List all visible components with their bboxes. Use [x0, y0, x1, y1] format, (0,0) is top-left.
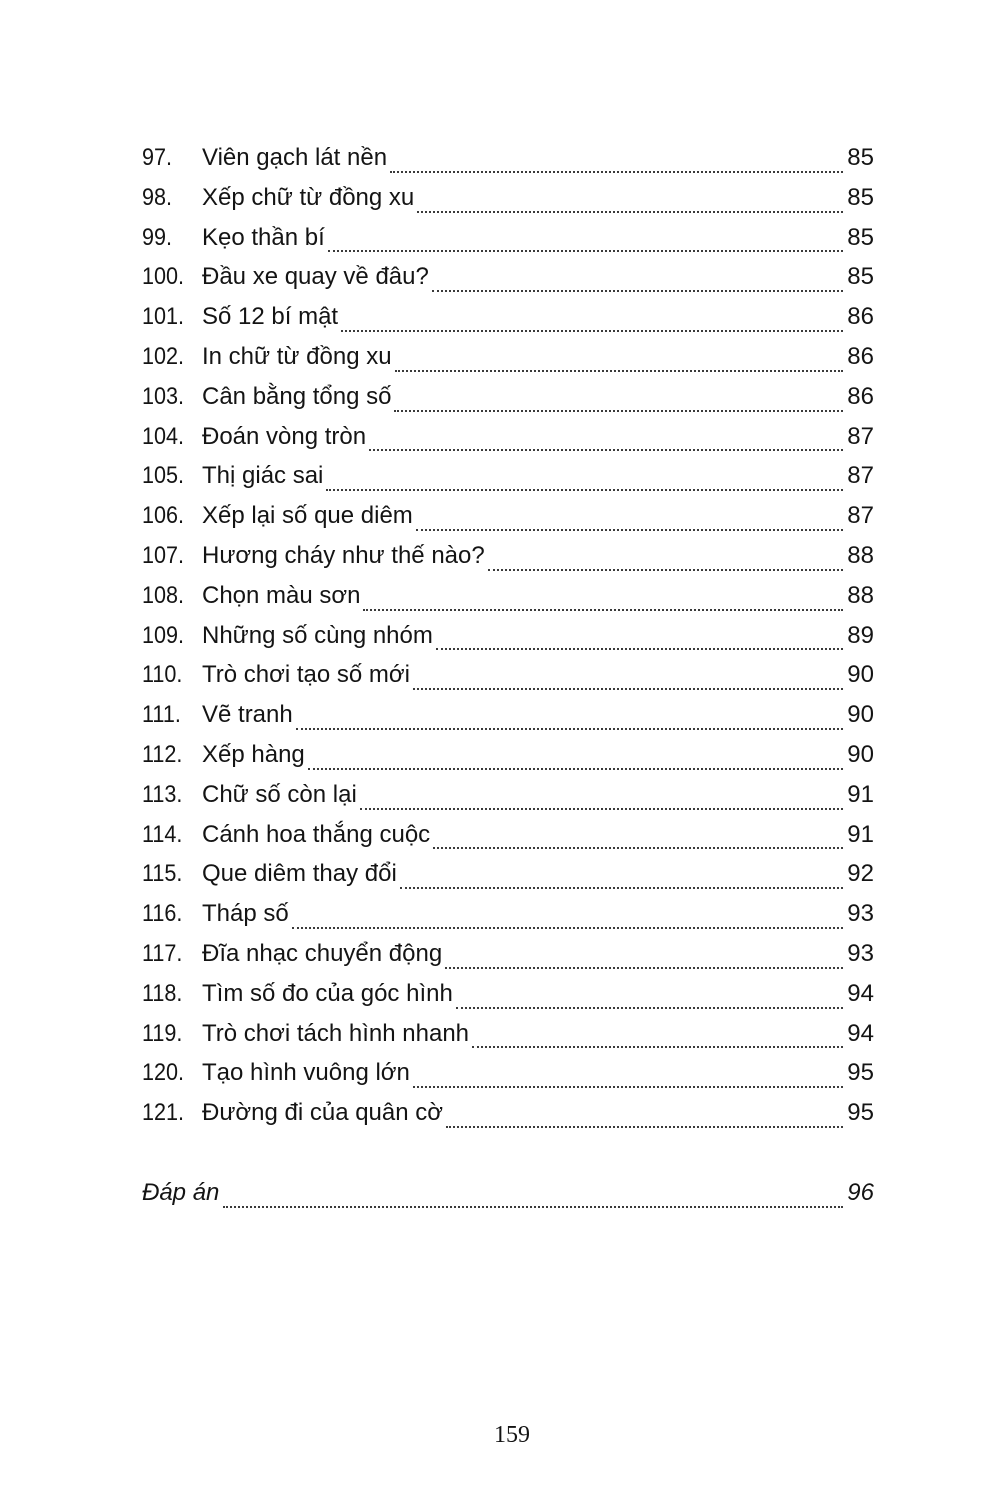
dot-leader [328, 226, 843, 252]
toc-entry-number: 100. [142, 263, 185, 291]
toc-entry-page: 85 [847, 144, 874, 171]
toc-entry-title: Đầu xe quay về đâu? [202, 263, 429, 291]
toc-entry-title: Kẹo thần bí [202, 223, 325, 251]
toc-entry-number: 107. [142, 541, 185, 569]
toc-entry-number: 109. [142, 621, 185, 649]
toc-entry-page: 90 [847, 661, 874, 689]
toc-entry-page: 88 [847, 581, 874, 609]
toc-entry-number: 105. [142, 462, 185, 490]
toc-entry-number: 99. [142, 223, 173, 251]
toc-entry-title: Vẽ tranh [202, 701, 293, 729]
toc-entry-title: Cánh hoa thắng cuộc [202, 820, 431, 848]
toc-entry-answers [142, 1173, 874, 1213]
toc-entry [142, 616, 874, 656]
toc-entry-page: 87 [847, 422, 874, 450]
dot-leader [296, 704, 843, 730]
dot-leader [308, 744, 843, 770]
toc-entry-page: 91 [847, 780, 874, 808]
dot-leader [326, 465, 843, 491]
toc-entry-title: In chữ từ đồng xu [202, 342, 392, 370]
toc-entry-number: 118. [142, 979, 183, 1007]
toc-entry [142, 894, 874, 934]
toc-entry [142, 337, 874, 377]
dot-leader [417, 187, 843, 213]
toc-entry-title: Trò chơi tách hình nhanh [202, 1019, 470, 1047]
dot-leader [400, 863, 843, 889]
toc-entry-title: Tháp số [202, 900, 289, 928]
toc-entry-number: 101. [142, 303, 185, 331]
table-of-contents [142, 138, 874, 1133]
toc-entry-page: 91 [847, 820, 874, 848]
page-number: 159 [494, 1422, 530, 1448]
toc-entry-page: 87 [847, 502, 874, 530]
toc-entry-number: 117. [142, 939, 183, 967]
toc-entry-title: Xếp chữ từ đồng xu [202, 183, 415, 211]
toc-entry-title: Xếp lại số que diêm [202, 502, 413, 530]
dot-leader [369, 425, 843, 451]
toc-entry-page: 94 [847, 1019, 874, 1047]
toc-entry-number: 97. [142, 144, 173, 171]
toc-entry [142, 417, 874, 457]
toc-entry-page: 85 [847, 223, 874, 251]
toc-entry-number: 103. [142, 382, 185, 410]
toc-entry-page: 94 [847, 979, 874, 1007]
dot-leader [394, 386, 843, 412]
toc-entry-number: 102. [142, 342, 185, 370]
dot-leader [223, 1182, 843, 1208]
toc-entry [142, 854, 874, 894]
toc-entry [142, 695, 874, 735]
toc-entry [142, 496, 874, 536]
toc-entry [142, 934, 874, 974]
toc-entry [142, 974, 874, 1014]
dot-leader [433, 823, 843, 849]
toc-entry-title: Hương cháy như thế nào? [202, 541, 485, 569]
toc-entry-number: 120. [142, 1059, 185, 1087]
dot-leader [413, 664, 843, 690]
toc-entry-title: Đĩa nhạc chuyển động [202, 939, 443, 967]
toc-entry-page: 92 [847, 860, 874, 888]
toc-entry [142, 775, 874, 815]
toc-entry-page: 93 [847, 939, 874, 967]
toc-entry-title: Xếp hàng [202, 740, 305, 768]
toc-entry-title: Trò chơi tạo số mới [202, 661, 410, 689]
toc-entry-title: Viên gạch lát nền [202, 144, 388, 171]
toc-entry [142, 735, 874, 775]
toc-entry-title: Đoán vòng tròn [202, 422, 367, 450]
dot-leader [413, 1062, 843, 1088]
dot-leader [445, 943, 843, 969]
toc-entry [142, 138, 874, 178]
toc-entry-number: 116. [142, 900, 183, 928]
dot-leader [395, 346, 843, 372]
toc-entry [142, 1053, 874, 1093]
dot-leader [456, 983, 843, 1009]
toc-entry-page: 90 [847, 740, 874, 768]
toc-entry-number: 108. [142, 581, 185, 609]
toc-entry-title: Thị giác sai [202, 462, 324, 490]
toc-entry [142, 1093, 874, 1133]
toc-entry-number: 113. [142, 780, 183, 808]
toc-entry-number: 104. [142, 422, 185, 450]
dot-leader [363, 585, 843, 611]
toc-entry [142, 655, 874, 695]
toc-entry-title: Những số cùng nhóm [202, 621, 433, 649]
toc-entry-title: Chọn màu sơn [202, 581, 361, 609]
toc-entry-title: Số 12 bí mật [202, 303, 339, 331]
toc-entry-page: 86 [847, 382, 874, 410]
dot-leader [390, 147, 843, 173]
toc-entry-page: 85 [847, 263, 874, 291]
toc-entry-title: Đường đi của quân cờ [202, 1099, 444, 1127]
toc-entry-page: 89 [847, 621, 874, 649]
dot-leader [446, 1102, 843, 1128]
toc-entry-title: Tìm số đo của góc hình [202, 979, 453, 1007]
toc-entry-page: 96 [847, 1179, 874, 1206]
toc-entry-page: 95 [847, 1099, 874, 1127]
toc-entry-page: 85 [847, 183, 874, 211]
toc-entry [142, 178, 874, 218]
toc-entry-title: Tạo hình vuông lớn [202, 1059, 410, 1087]
dot-leader [360, 784, 843, 810]
toc-entry-page: 86 [847, 342, 874, 370]
dot-leader [432, 266, 843, 292]
toc-entry-page: 88 [847, 541, 874, 569]
toc-entry-number: 121. [142, 1099, 185, 1127]
toc-entry-title: Cân bằng tổng số [202, 382, 392, 410]
toc-entry-title: Que diêm thay đổi [202, 860, 397, 888]
toc-entry [142, 377, 874, 417]
toc-entry-number: 114. [142, 820, 183, 848]
toc-entry-number: 115. [142, 860, 183, 888]
toc-entry-number: 110. [142, 661, 183, 689]
toc-entry [142, 257, 874, 297]
toc-entry-number: 111. [142, 701, 181, 729]
toc-entry [142, 1014, 874, 1054]
toc-entry [142, 456, 874, 496]
toc-entry [142, 218, 874, 258]
toc-entry-page: 93 [847, 900, 874, 928]
toc-entry-page: 90 [847, 701, 874, 729]
toc-entry [142, 297, 874, 337]
dot-leader [341, 306, 843, 332]
toc-entry-number: 119. [142, 1019, 183, 1047]
toc-entry-page: 86 [847, 303, 874, 331]
toc-entry [142, 815, 874, 855]
toc-entry [142, 536, 874, 576]
toc-entry-number: 106. [142, 502, 185, 530]
toc-entry-page: 87 [847, 462, 874, 490]
dot-leader [436, 624, 843, 650]
dot-leader [488, 545, 843, 571]
toc-entry-page: 95 [847, 1059, 874, 1087]
dot-leader [416, 505, 843, 531]
toc-entry-title: Chữ số còn lại [202, 780, 357, 808]
toc-entry-number: 98. [142, 183, 173, 211]
toc-entry-number: 112. [142, 740, 183, 768]
toc-entry-title: Đáp án [142, 1179, 220, 1206]
dot-leader [292, 903, 843, 929]
toc-entry [142, 576, 874, 616]
dot-leader [472, 1022, 843, 1048]
